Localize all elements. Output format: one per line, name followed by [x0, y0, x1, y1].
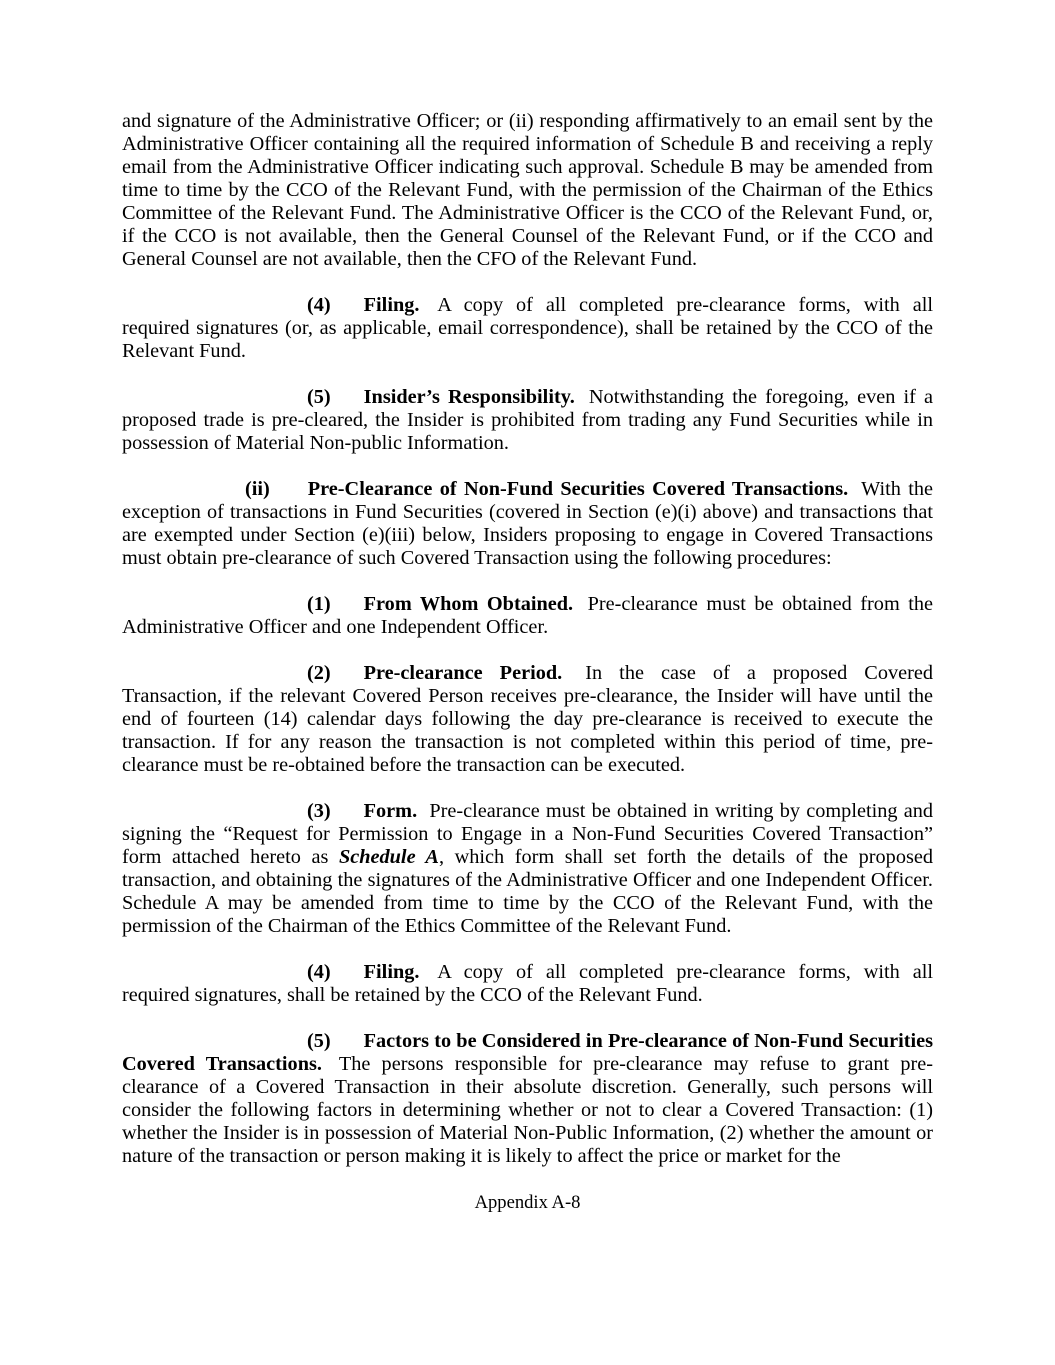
paragraph-e-i-5-insiders-responsibility: [122, 386, 933, 455]
paragraph-text: Pre-clearance must be obtained from the Administrative Officer and one Independent Officer.: [122, 593, 933, 638]
paragraph-e-ii-1-from-whom-obtained: [122, 593, 933, 639]
paragraph-e-ii-3-form: [122, 800, 933, 938]
paragraph-text: , which form shall set forth the details of the proposed transaction, and obtaining the signatures of the Administrative Officer and one Independent Officer. Schedule A may be amended from time to time by the CCO of the Relevant Fund, with the permission of the Chairman of the Ethics Committee of the Relevant Fund.: [122, 846, 933, 937]
paragraph-number: (5): [307, 1030, 331, 1052]
schedule-a-reference: Schedule A: [338, 846, 439, 868]
page-footer: Appendix A-8: [474, 1192, 581, 1213]
paragraph-heading: Filing.: [363, 961, 420, 983]
paragraph-heading: Form.: [363, 800, 418, 822]
paragraph-number: (1): [307, 593, 331, 615]
paragraph-e-ii-2-preclearance-period: [122, 662, 933, 777]
paragraph-heading: Insider’s Responsibility.: [363, 386, 575, 408]
paragraph-text: The persons responsible for pre-clearance may refuse to grant pre-clearance of a Covered Transaction in their absolute discretion. Generally, such persons will consider the following factors in determining whether or not to clear a Covered Transaction: (1) whether the Insider is in possession of Material Non-Public Information, (2) whether the amount or nature of the transaction or person making it is likely to affect the price or market for the: [122, 1053, 933, 1167]
paragraph-text: In the case of a proposed Covered Transaction, if the relevant Covered Person receives pre-clearance, the Insider will have until the end of fourteen (14) calendar days following the day pre-clearance is received to execute the transaction. If for any reason the transaction is not completed within this period of time, pre-clearance must be re-obtained before the transaction can be executed.: [122, 662, 933, 776]
paragraph-text: Notwithstanding the foregoing, even if a proposed trade is pre-cleared, the Insider is prohibited from trading any Fund Securities while in possession of Material Non-public Information.: [122, 386, 933, 454]
paragraph-heading: Factors to be Considered in Pre-clearance of Non-Fund Securities Covered Transactions.: [122, 1030, 933, 1075]
paragraph-number: (ii): [245, 478, 270, 500]
paragraph-e-i-4-filing: [122, 294, 933, 363]
paragraph-text: With the exception of transactions in Fund Securities (covered in Section (e)(i) above) and transactions that are exempted under Section (e)(iii) below, Insiders proposing to engage in Covered Transactions must obtain pre-clearance of such Covered Transaction using the following procedures:: [122, 478, 933, 569]
paragraph-e-ii-4-filing: [122, 961, 933, 1007]
paragraph-continuation: [122, 110, 933, 271]
paragraph-number: (5): [307, 386, 331, 408]
paragraph-text: Pre-clearance must be obtained in writing by completing and signing the “Request for Permission to Engage in a Non-Fund Securities Covered Transaction” form attached hereto as: [122, 800, 933, 868]
paragraph-text: A copy of all completed pre-clearance forms, with all required signatures, shall be retained by the CCO of the Relevant Fund.: [122, 961, 934, 1006]
paragraph-number: (3): [307, 800, 331, 822]
paragraph-heading: Pre-clearance Period.: [363, 662, 563, 684]
paragraph-e-ii-5-factors: [122, 1030, 933, 1168]
paragraph-heading: From Whom Obtained.: [363, 593, 574, 615]
paragraph-number: (4): [307, 961, 331, 983]
paragraph-number: (4): [307, 294, 331, 316]
paragraph-heading: Pre-Clearance of Non-Fund Securities Covered Transactions.: [307, 478, 849, 500]
paragraph-number: (2): [307, 662, 331, 684]
paragraph-text: A copy of all completed pre-clearance forms, with all required signatures (or, as applicable, email correspondence), shall be retained by the CCO of the Relevant Fund.: [122, 294, 934, 362]
paragraph-heading: Filing.: [363, 294, 420, 316]
paragraph-e-ii-preclearance: [122, 478, 933, 570]
paragraph-text: and signature of the Administrative Officer; or (ii) responding affirmatively to an email sent by the Administrative Officer containing all the required information of Schedule B and receiving a reply email from the Administrative Officer indicating such approval. Schedule B may be amended from time to time by the CCO of the Relevant Fund, with the permission of the Chairman of the Ethics Committee of the Relevant Fund. The Administrative Officer is the CCO of the Relevant Fund, or, if the CCO is not available, then the General Counsel of the Relevant Fund, or if the CCO and General Counsel are not available, then the CFO of the Relevant Fund.: [122, 110, 933, 270]
